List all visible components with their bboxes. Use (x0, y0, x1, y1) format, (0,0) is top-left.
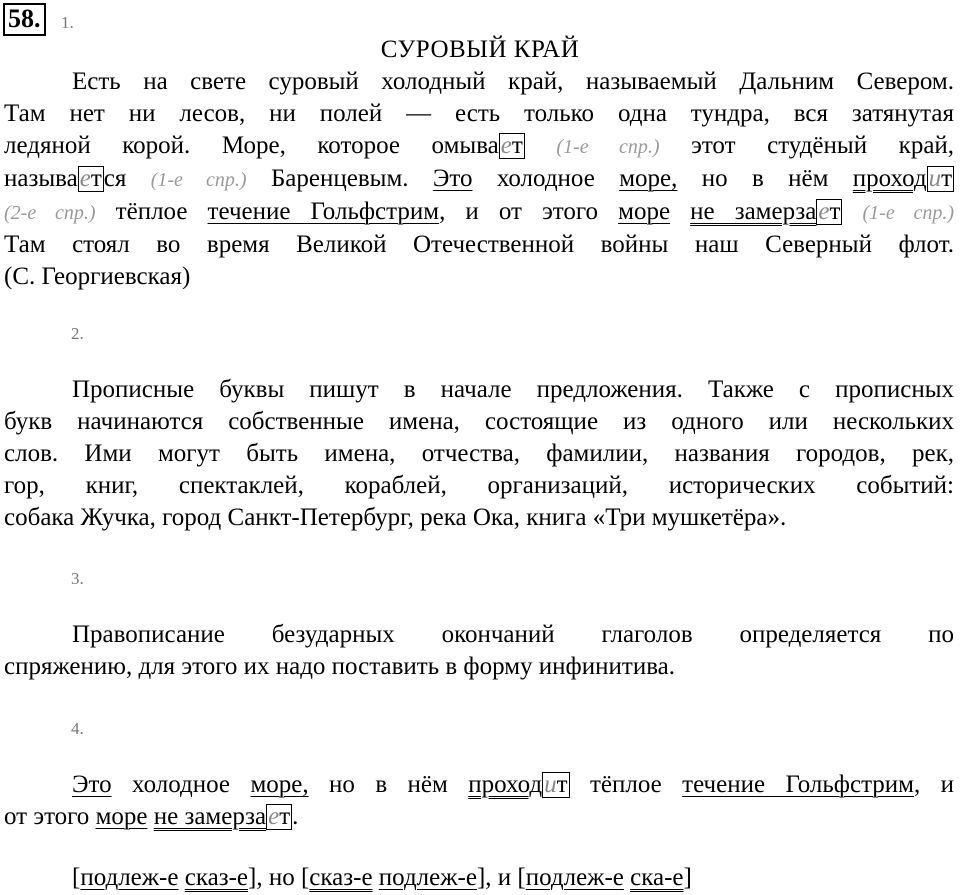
s3-line-1: Правописание безударных окончаний глаголов определяется по (72, 621, 954, 648)
scheme-predicate: ска-е (630, 864, 684, 891)
s1-line-2: Там нет ни лесов, ни полей — есть только одна тундра, вся затянутая (4, 100, 954, 127)
s2-line-2: букв начинаются собственные имена, состоящие из одного или нескольких (4, 408, 954, 435)
s4-line-1: Это холодное море, но в нём проходит тёплое течение Гольфстрим, и (72, 771, 955, 798)
subject-underline: море, (619, 165, 678, 192)
ending-box: ет (79, 165, 102, 192)
scheme-predicate: сказ-е (184, 864, 248, 891)
predicate-underline: не замерзает (153, 803, 291, 830)
scheme-subject: подлеж-е (525, 864, 624, 891)
s1-line-5: (2-е спр.) тёплое течение Гольфстрим, и от этого море не замерзает (1-е спр.) (4, 198, 955, 225)
section-number-1: 1. (61, 13, 74, 32)
s2-line-5: собака Жучка, город Санкт-Петербург, река Ока, книга «Три мушкетёра». (4, 504, 787, 531)
s2-line-4: гор, книг, спектаклей, кораблей, организаций, исторических событий: (4, 472, 954, 499)
conjugation-note: (1-е спр.) (862, 202, 955, 224)
section-number-3: 3. (71, 569, 84, 588)
s1-line-3: ледяной корой. Море, которое омывает (1-е спр.) этот студёный край, (4, 132, 955, 159)
scheme-subject: подлеж-е (80, 864, 179, 891)
subject-underline: Это (432, 165, 473, 192)
conjugation-note: (1-е спр.) (556, 136, 660, 158)
subject-underline: течение Гольфстрим (682, 771, 915, 798)
section-2-text (4, 374, 954, 534)
conjugation-note: (2-е спр.) (4, 202, 96, 224)
subject-underline: море (618, 198, 671, 225)
conjugation-note: (1-е спр.) (150, 169, 247, 191)
section-number-2: 2. (71, 324, 84, 343)
subject-underline: море, (250, 771, 309, 798)
section-1-text (4, 66, 954, 293)
text-title: СУРОВЫЙ КРАЙ (380, 36, 580, 63)
s4-line-2: от этого море не замерзает. (4, 803, 299, 830)
exercise-header (3, 3, 74, 35)
s1-line-6: Там стоял во время Великой Отечественной войны наш Северный флот. (4, 231, 954, 258)
subject-underline: течение Гольфстрим (207, 198, 440, 225)
predicate-underline: проходит (468, 771, 568, 798)
predicate-underline: не замерзает (690, 198, 841, 225)
s2-line-1: Прописные буквы пишут в начале предложения. Также с прописных (72, 376, 954, 403)
sentence-scheme: [подлеж-е сказ-е], но [сказ-е подлеж-е], и [подлеж-е ска-е] (72, 864, 692, 891)
s1-line-1: Есть на свете суровый холодный край, называемый Дальним Севером. (72, 68, 954, 95)
s3-line-2: спряжению, для этого их надо поставить в форму инфинитива. (4, 653, 676, 680)
section-4-text (4, 769, 954, 833)
scheme-predicate: сказ-е (309, 864, 373, 891)
exercise-number: 58. (3, 3, 46, 36)
s1-line-4: называется (1-е спр.) Баренцевым. Это холодное море, но в нём проходит (4, 165, 953, 192)
section-3-text (4, 619, 954, 683)
s2-line-3: слов. Ими могут быть имена, отчества, фамилии, названия городов, рек, (4, 440, 954, 467)
s1-author: (С. Георгиевская) (4, 263, 191, 290)
subject-underline: Это (72, 771, 112, 798)
ending-box: ет (500, 132, 523, 159)
subject-underline: море (95, 803, 148, 830)
section-number-4: 4. (71, 719, 84, 738)
predicate-underline: проходит (852, 165, 953, 192)
scheme-subject: подлеж-е (378, 864, 477, 891)
